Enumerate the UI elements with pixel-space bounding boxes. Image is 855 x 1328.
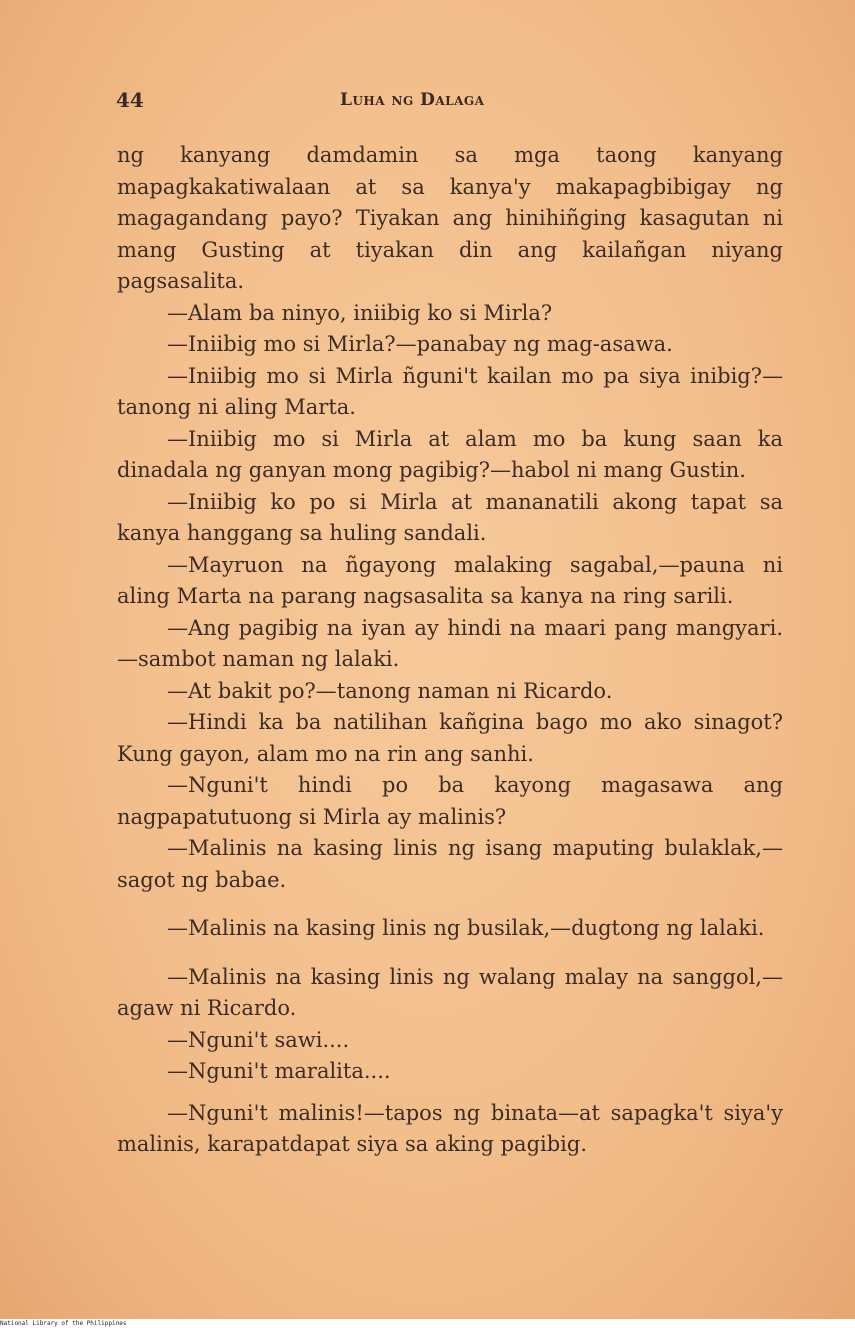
- paragraph: —Malinis na kasing linis ng busilak,—dugtong ng lalaki.: [167, 916, 765, 940]
- paragraph: —At bakit po?—tanong naman ni Ricardo.: [167, 678, 613, 703]
- page-header: [0, 88, 855, 118]
- paragraph: —Ang pagibig na iyan ay hindi na maari pang mangyari.—sambot naman ng lalaki.: [117, 615, 783, 671]
- library-credit: National Library of the Philippines: [0, 1320, 127, 1327]
- paragraph: —Nguni't malinis!—tapos ng binata—at sapagka't siya'y malinis, karapatdapat siya sa aking pagibig.: [117, 1100, 783, 1156]
- paragraph: —Alam ba ninyo, iniibig ko si Mirla?: [167, 300, 553, 325]
- paragraph: —Malinis na kasing linis ng isang maputing bulaklak,—sagot ng babae.: [117, 836, 783, 892]
- running-title: Luha ng Dalaga: [340, 90, 485, 110]
- paragraph: —Malinis na kasing linis ng walang malay na sanggol,—agaw ni Ricardo.: [117, 964, 783, 1020]
- paragraph: —Nguni't hindi po ba kayong magasawa ang nagpapatutuong si Mirla ay malinis?: [117, 773, 783, 829]
- paragraph: —Mayruon na ñgayong malaking sagabal,—pauna ni aling Marta na parang nagsasalita sa kanya na ring sarili.: [117, 552, 783, 608]
- page-number: 44: [116, 88, 144, 112]
- paragraph: —Hindi ka ba natilihan kañgina bago mo ako sinagot? Kung gayon, alam mo na rin ang sanhi.: [117, 710, 783, 766]
- body-text: [117, 140, 783, 1161]
- paragraph: —Nguni't sawi....: [167, 1027, 350, 1052]
- paragraph: —Iniibig mo si Mirla ñguni't kailan mo pa siya inibig?—tanong ni aling Marta.: [117, 363, 783, 419]
- footer-strip: [0, 1319, 855, 1328]
- paragraph: —Iniibig mo si Mirla at alam mo ba kung saan ka dinadala ng ganyan mong pagibig?—habol ni mang Gustin.: [117, 426, 783, 482]
- paragraph: —Iniibig ko po si Mirla at mananatili akong tapat sa kanya hanggang sa huling sandali.: [117, 489, 783, 545]
- paragraph: ng kanyang damdamin sa mga taong kanyang mapagkakatiwalaan at sa kanya'y makapagbibigay ng magagandang payo? Tiyakan ang hinihiñging kasagutan ni mang Gusting at tiyakan din ang kailañgan niyang pagsasalita.: [117, 143, 783, 293]
- paragraph: —Iniibig mo si Mirla?—panabay ng mag-asawa.: [167, 332, 673, 356]
- paragraph: —Nguni't maralita....: [167, 1059, 391, 1083]
